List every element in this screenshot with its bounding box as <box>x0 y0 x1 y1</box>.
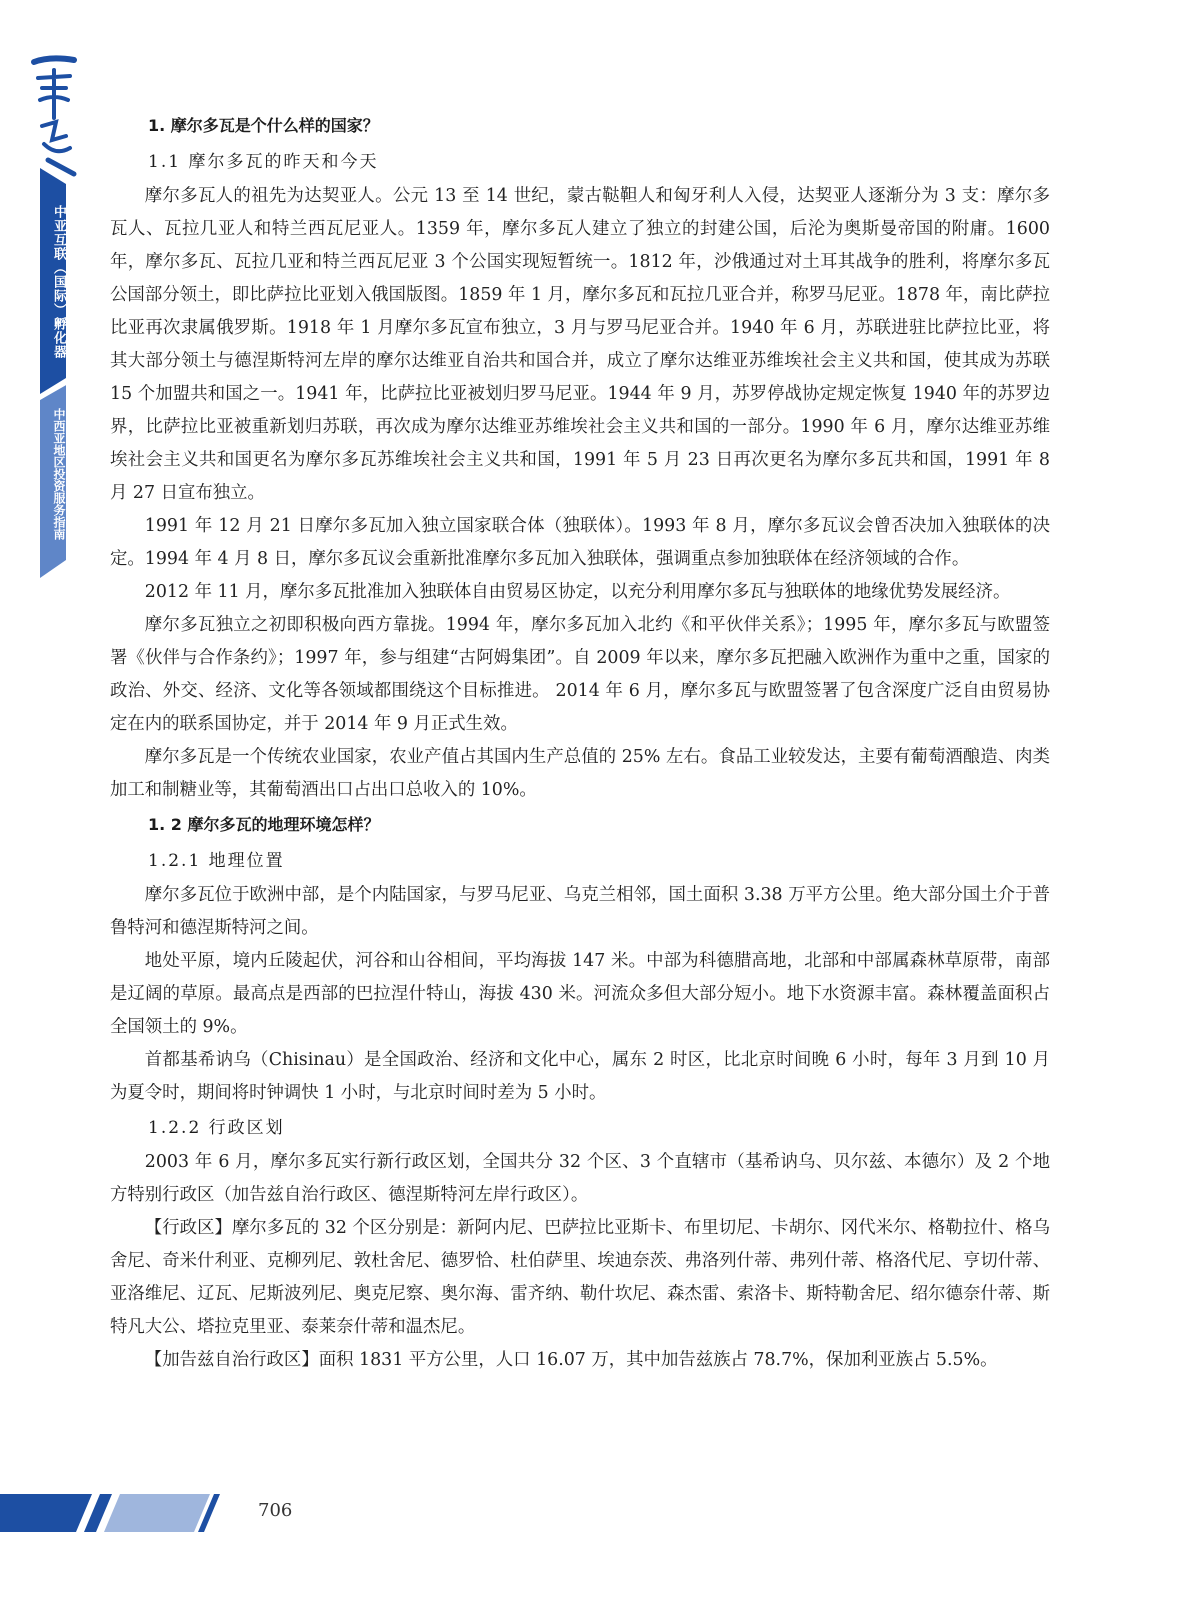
subsection-heading-1-2-1: 1.2.1 地理位置 <box>148 851 285 871</box>
book-title: 中西亚地区投资服务指南 <box>52 408 66 540</box>
subsection-heading-1-1: 1.1 摩尔多瓦的昨天和今天 <box>148 152 379 172</box>
paragraph-economy: 摩尔多瓦是一个传统农业国家，农业产值占其国内生产总值的 25% 左右。食品工业较发达，主要有葡萄酒酿造、肉类加工和制糖业等，其葡萄酒出口占出口总收入的 10%。 <box>110 747 1050 800</box>
section-heading-1: 1. 摩尔多瓦是个什么样的国家？ <box>148 116 379 135</box>
page-number: 706 <box>258 1500 293 1521</box>
belt-road-logo <box>30 48 78 178</box>
paragraph-admin-division: 2003 年 6 月，摩尔多瓦实行新行政区划，全国共分 32 个区、3 个直辖市（基希讷乌、贝尔兹、本德尔）及 2 个地方特别行政区（加告兹自治行政区、德涅斯特河左岸行政区）。 <box>110 1152 1050 1205</box>
paragraph-location: 摩尔多瓦位于欧洲中部，是个内陆国家，与罗马尼亚、乌克兰相邻，国土面积 3.38 万平方公里。绝大部分国土介于普鲁特河和德涅斯特河之间。 <box>110 885 1050 938</box>
paragraph-terrain: 地处平原，境内丘陵起伏，河谷和山谷相间，平均海拔 147 米。中部为科德腊高地，北部和中部属森林草原带，南部是辽阔的草原。最高点是西部的巴拉涅什特山，海拔 430 米。河流众多但大部分短小。地下水资源丰富。森林覆盖面积占全国领土的 9%。 <box>110 951 1050 1037</box>
sidebar <box>0 0 100 1600</box>
paragraph-gagauzia: 【加告兹自治行政区】面积 1831 平方公里，人口 16.07 万，其中加告兹族占 78.7%，保加利亚族占 5.5%。 <box>144 1350 998 1370</box>
series-title: 中亚互联（国际）孵化器 <box>51 205 66 359</box>
page-content <box>110 108 1050 1377</box>
paragraph-capital: 首都基希讷乌（Chisinau）是全国政治、经济和文化中心，属东 2 时区，比北京时间晚 6 小时，每年 3 月到 10 月为夏令时，期间将时钟调快 1 小时，与北京时间时差为 5 小时。 <box>110 1050 1050 1103</box>
paragraph-free-trade: 2012 年 11 月，摩尔多瓦批准加入独联体自由贸易区协定，以充分利用摩尔多瓦与独联体的地缘优势发展经济。 <box>144 582 1011 602</box>
subsection-heading-1-2-2: 1.2.2 行政区划 <box>148 1118 285 1138</box>
section-heading-1-2: 1. 2 摩尔多瓦的地理环境怎样？ <box>148 815 380 834</box>
paragraph-history: 摩尔多瓦人的祖先为达契亚人。公元 13 至 14 世纪，蒙古鞑靼人和匈牙利人入侵，达契亚人逐渐分为 3 支：摩尔多瓦人、瓦拉几亚人和特兰西瓦尼亚人。1359 年，摩尔多瓦人建立了独立的封建公国，后沦为奥斯曼帝国的附庸。1600 年，摩尔多瓦、瓦拉几亚和特兰西瓦尼亚 3 个公国实现短暂统一。1812 年，沙俄通过对土耳其战争的胜利，将摩尔多瓦公国部分领土，即比萨拉比亚划入俄国版图。1859 年 1 月，摩尔多瓦和瓦拉几亚合并，称罗马尼亚。1878 年，南比萨拉比亚再次隶属俄罗斯。1918 年 1 月摩尔多瓦宣布独立，3 月与罗马尼亚合并。1940 年 6 月，苏联进驻比萨拉比亚，将其大部分领土与德涅斯特河左岸的摩尔达维亚自治共和国合并，成立了摩尔达维亚苏维埃社会主义共和国，使其成为苏联 15 个加盟共和国之一。1941 年，比萨拉比亚被划归罗马尼亚。1944 年 9 月，苏罗停战协定规定恢复 1940 年的苏罗边界，比萨拉比亚被重新划归苏联，再次成为摩尔达维亚苏维埃社会主义共和国的一部分。1990 年 6 月，摩尔达维亚苏维埃社会主义共和国更名为摩尔多瓦苏维埃社会主义共和国，1991 年 5 月 23 日再次更名为摩尔多瓦共和国，1991 年 8 月 27 日宣布独立。 <box>110 186 1050 503</box>
paragraph-districts: 【行政区】摩尔多瓦的 32 个区分别是：新阿内尼、巴萨拉比亚斯卡、布里切尼、卡胡尔、冈代米尔、格勒拉什、格乌舍尼、奇米什利亚、克柳列尼、敦杜舍尼、德罗恰、杜伯萨里、埃迪奈茨、弗洛列什蒂、弗列什蒂、格洛代尼、亨切什蒂、亚洛维尼、辽瓦、尼斯波列尼、奥克尼察、奥尔海、雷齐纳、勒什坎尼、森杰雷、索洛卡、斯特勒舍尼、绍尔德奈什蒂、斯特凡大公、塔拉克里亚、泰莱奈什蒂和温杰尼。 <box>110 1218 1050 1337</box>
paragraph-west: 摩尔多瓦独立之初即积极向西方靠拢。1994 年，摩尔多瓦加入北约《和平伙伴关系》；1995 年，摩尔多瓦与欧盟签署《伙伴与合作条约》；1997 年，参与组建“古阿姆集团”。自 2009 年以来，摩尔多瓦把融入欧洲作为重中之重，国家的政治、外交、经济、文化等各领域都围绕这个目标推进。 2014 年 6 月，摩尔多瓦与欧盟签署了包含深度广泛自由贸易协定在内的联系国协定，并于 2014 年 9 月正式生效。 <box>110 615 1050 734</box>
paragraph-cis: 1991 年 12 月 21 日摩尔多瓦加入独立国家联合体（独联体）。1993 年 8 月，摩尔多瓦议会曾否决加入独联体的决定。1994 年 4 月 8 日，摩尔多瓦议会重新批准摩尔多瓦加入独联体，强调重点参加独联体在经济领域的合作。 <box>110 516 1050 569</box>
